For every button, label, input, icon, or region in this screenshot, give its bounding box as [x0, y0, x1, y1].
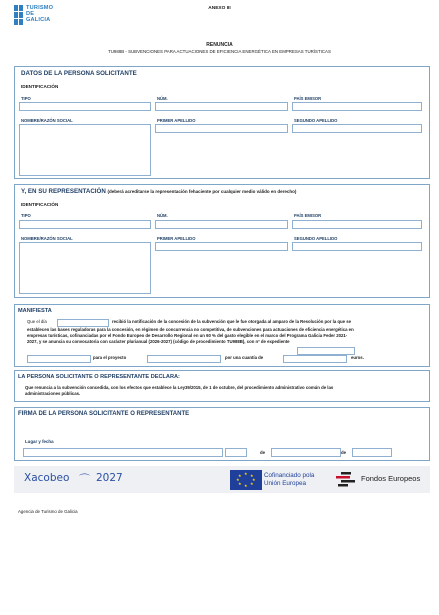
proyecto-field[interactable] — [147, 355, 221, 363]
nombre-label: NOMBRE/RAZÓN SOCIAL — [21, 236, 73, 241]
apellido1-label: PRIMER APELLIDO — [157, 118, 196, 123]
rep-nombre-field[interactable] — [19, 242, 151, 294]
pais-label: PAÍS EMISOR — [294, 96, 322, 101]
section-firma — [14, 407, 430, 461]
manifiesta-line1a: Que el día — [27, 319, 47, 324]
section-manifiesta — [14, 304, 430, 367]
section-heading: LA PERSONA SOLICITANTE O REPRESENTANTE DECLARA: — [18, 374, 180, 380]
rep-tipo-field[interactable] — [19, 220, 151, 229]
document-subtitle: TU988B - SUBVENCIONES PARA ACTUACIONES DE EFICIENCIA ENERGÉTICA EN EMPRESAS TURÍSTICAS — [108, 49, 331, 54]
lugar-fecha-label: Lugar y fecha — [25, 439, 54, 444]
declara-line2: administraciones públicas. — [25, 391, 81, 396]
expediente-field[interactable] — [297, 347, 355, 355]
eu-flag-icon: ★ ★ ★ ★ ★ ★ ★ ★ — [230, 470, 262, 490]
nombre-field[interactable] — [19, 124, 151, 176]
cuantia-field[interactable] — [283, 355, 347, 363]
num-field[interactable] — [155, 102, 288, 111]
fondos-europeos-icon — [335, 471, 357, 487]
de-label-1: de — [260, 450, 266, 455]
apellido1-field[interactable] — [155, 124, 288, 133]
tipo-label: TIPO — [21, 213, 31, 218]
representacion-note: (deberá acreditarse la representación fehaciente por cualquier medio válido en derecho) — [107, 189, 297, 194]
manifiesta-line5a: para el proyecto — [93, 355, 127, 360]
section-heading: MANIFIESTA — [18, 308, 52, 314]
eu-cofinancing-text: Cofinanciado pola Unión Europea — [264, 472, 315, 487]
fecha-notificacion-field[interactable] — [57, 319, 109, 327]
xacobeo-logo: Xacobeo ⌒ 2027 — [24, 472, 123, 486]
rep-num-field[interactable] — [155, 220, 288, 229]
tipo-field[interactable] — [19, 102, 151, 111]
identificacion-heading: IDENTIFICACIÓN — [21, 84, 59, 89]
manifiesta-line5b: por una cuantía de — [225, 355, 264, 360]
manifiesta-line5c: euros. — [351, 355, 364, 360]
tipo-label: TIPO — [21, 96, 31, 101]
declara-line1: Que renuncia a la subvención concedida, con los efectos que establece la Ley39/2015, de 1 de octubre, del procedimiento administrativo común de las — [25, 385, 334, 390]
num-label: NÚM. — [157, 96, 168, 101]
mes-field[interactable] — [271, 448, 341, 457]
section-representacion — [14, 184, 430, 298]
num-label: NÚM. — [157, 213, 168, 218]
manifiesta-line2: establecen las bases reguladoras para la concesión, en régimen de concurrencia no competitiva, de subvenciones para actuaciones de eficiencia energética en — [27, 327, 354, 332]
apellido2-label: SEGUNDO APELLIDO — [294, 118, 338, 123]
manifiesta-line3: empresas turísticas, cofinanciadas por el Fondo Europeo de Desarrollo Regional en un 60 % del gasto elegible en el marco del Programa Galicia Feder 2021- — [27, 333, 348, 338]
section-solicitante — [14, 66, 430, 179]
dia-field[interactable] — [225, 448, 247, 457]
section-heading: DATOS DE LA PERSONA SOLICITANTE — [21, 70, 137, 77]
apellido2-label: SEGUNDO APELLIDO — [294, 236, 338, 241]
cofinancing-band — [14, 466, 430, 493]
identificacion-heading: IDENTIFICACIÓN — [21, 202, 59, 207]
document-title: RENUNCIA — [206, 42, 233, 48]
agency-name: Agencia de Turismo de Galicia — [18, 509, 78, 514]
expediente-cont-field[interactable] — [27, 355, 91, 363]
section-heading: FIRMA DE LA PERSONA SOLICITANTE O REPRESENTANTE — [18, 411, 190, 417]
pais-field[interactable] — [292, 102, 422, 111]
nombre-label: NOMBRE/RAZÓN SOCIAL — [21, 118, 73, 123]
section-heading: Y, EN SU REPRESENTACIÓN (deberá acreditarse la representación fehaciente por cualquier medio válido en derecho) — [21, 188, 297, 195]
anio-field[interactable] — [352, 448, 392, 457]
rep-apellido2-field[interactable] — [292, 242, 422, 251]
xacobeo-wave-icon: ⌒ — [79, 473, 90, 486]
manifiesta-line1b: recibió la notificación de la concesión de la subvención que le fue otorgada al amparo de la Resolución por la que se — [112, 319, 352, 324]
section-declara — [14, 370, 430, 402]
de-label-2: de — [341, 450, 347, 455]
pais-label: PAÍS EMISOR — [294, 213, 322, 218]
rep-apellido1-field[interactable] — [155, 242, 288, 251]
apellido2-field[interactable] — [292, 124, 422, 133]
apellido1-label: PRIMER APELLIDO — [157, 236, 196, 241]
lugar-field[interactable] — [23, 448, 223, 457]
rep-pais-field[interactable] — [292, 220, 422, 229]
annex-label: ANEXO III — [208, 6, 231, 11]
logo-text: TURISMO DE GALICIA — [26, 5, 54, 23]
fondos-europeos-text: Fondos Europeos — [361, 474, 421, 483]
manifiesta-line4: 2027, y se anuncia su convocatoria con carácter plurianual (2026-2027) (código de procedimiento TU988B), con nº de expediente — [27, 339, 290, 344]
